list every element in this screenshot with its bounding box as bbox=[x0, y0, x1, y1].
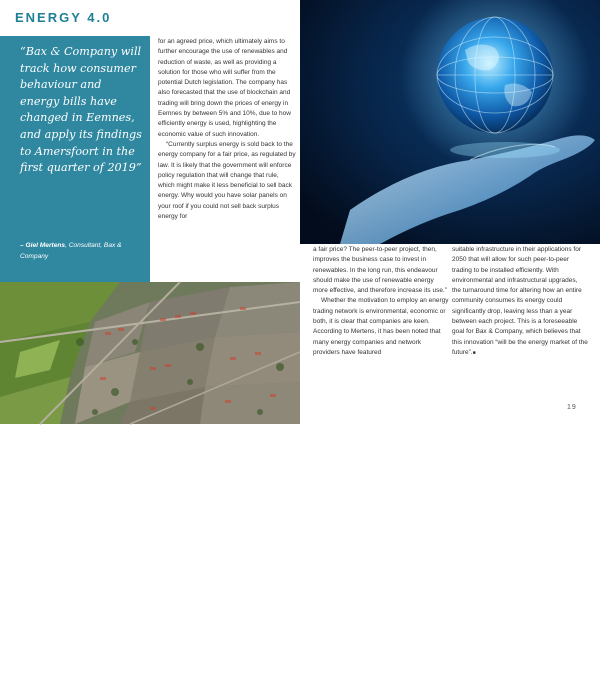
left-folio bbox=[22, 686, 85, 693]
attribution-name: – Giel Mertens bbox=[20, 242, 66, 249]
article-column-1 bbox=[158, 37, 296, 222]
end-mark: ■ bbox=[472, 349, 476, 356]
aerial-town-photo bbox=[0, 282, 300, 693]
article-paragraph: for an agreed price, which ultimately aims to further encourage the use of renewables and reduction of waste, as well as providing a solution for those who will suffer from the potential Dutch legislation. The company has also forecasted that the use of blockchain and trading will bring down the prices of energy in Eemnes by between 5% and 10%, due to how efficiently energy is used, highlighting the economic value of such innovation. bbox=[158, 38, 291, 138]
globe-hand-illustration bbox=[300, 0, 600, 244]
right-page-number: 19 bbox=[567, 404, 577, 411]
header-band bbox=[0, 0, 150, 36]
digital-globe-photo bbox=[300, 0, 600, 244]
pullquote-attribution bbox=[20, 240, 145, 262]
attribution-role: , Consultant, Bax & Company bbox=[20, 242, 122, 260]
aerial-town-illustration bbox=[0, 282, 300, 424]
article-paragraph-text: suitable infrastructure in their applications for 2050 that will allow for such peer-to-peer trading to be installed efficiently. With environmental and infrastructural upgrades, the turnaround time for altering how an entire community consumes its energy could significantly drop, leaving less than a year between each project. This is a foreseeable goal for Bax & Company, which believes that this innovation “will be the energy market of the future”. bbox=[452, 246, 588, 356]
issue-date: March 2018 bbox=[37, 686, 85, 693]
section-title: ENERGY 4.0 bbox=[15, 10, 112, 25]
article-paragraph: Whether the motivation to employ an energy trading network is environmental, economic or both, it is clear that companies are keen. According to Mertens, it has been noted that many energy companies and network providers have featured bbox=[313, 297, 449, 356]
article-paragraph: a fair price? The peer-to-peer project, then, improves the business case to invest in renewables. In the long run, this endeavour should make the use of renewable energy more effective, and therefore increase its use.” bbox=[313, 246, 447, 295]
pullquote-text: “Bax & Company will track how consumer behaviour and energy bills have changed in Eemnes, and apply its findings to Amersfoort in the first quarter of 2019” bbox=[20, 45, 142, 175]
article-paragraph bbox=[452, 245, 588, 358]
article-paragraph: “Currently surplus energy is sold back to the energy company for a fair price, as regulated by law. It is likely that the government will enforce policy regulation that will change that rule, which might make it less beneficial to sell back energy. Why would you have solar panels on your roof if you could not sell back surplus energy for bbox=[158, 140, 296, 221]
pullquote-panel bbox=[0, 36, 150, 282]
article-column-3 bbox=[452, 245, 588, 358]
left-page-number: 18 bbox=[22, 686, 32, 693]
article-column-2 bbox=[313, 245, 449, 358]
